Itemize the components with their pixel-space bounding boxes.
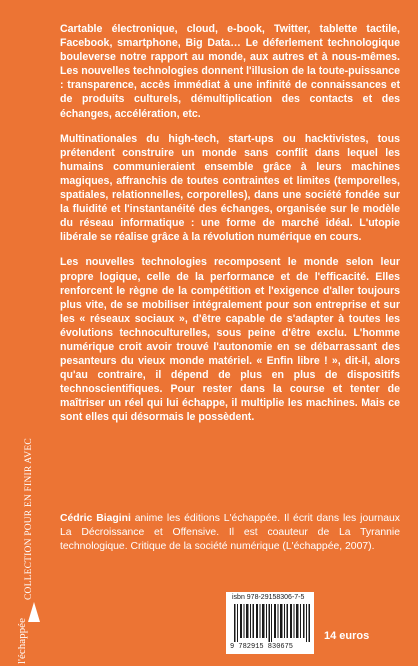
price: 14 euros — [324, 630, 370, 642]
author-bio-text: anime les éditions L'échappée. Il écrit dans les journaux La Décroissance et Offensive. Il est coauteur de La Tyrannie technologique. Critique de la société numérique (L'échappée, 2007). — [60, 513, 400, 552]
author-bio — [60, 512, 400, 554]
author-name: Cédric Biagini — [60, 513, 131, 524]
paragraph-1: Cartable électronique, cloud, e-book, Twitter, tablette tactile, Facebook, smartphone, Big Data… Le déferlement technologique bouleverse notre rapport au monde, aux autres et à nous-mêmes. Les nouvelles technologies donnent l'illusion de la toute-puissance : transparence, accès immédiat à une infinité de connaissances et de produits culturels, démultiplication des contacts et des échanges, accélération, etc. — [60, 23, 400, 120]
publisher-logo — [10, 602, 50, 662]
isbn-label: isbn 978-29158306-7-5 — [232, 594, 305, 601]
paragraph-3: Les nouvelles technologies recomposent le monde selon leur propre logique, celle de la performance et de l'efficacité. Elles renforcent le règne de la compétition et l'exigence d'aller toujours plus vite, de se mobiliser intégralement pour son entreprise et sur les « réseaux sociaux », d'être capable de s'adapter à toutes les évolutions technoculturelles, sous peine d'être exclu. L'homme numérique croit avoir trouvé l'autonomie en se débarrassant des pesanteurs du vieux monde matériel. « Enfin libre ! », dit-il, alors qu'au contraire, il dépend de plus en plus de dispositifs technoscientifiques. Pour rester dans la course et tenter de maîtriser un réel qui lui échappe, il multiplie les machines. Mais ce sont elles qui désormais le possèdent. — [60, 256, 400, 424]
publisher-logo-icon — [28, 602, 40, 622]
collection-spine — [22, 300, 36, 600]
barcode-icon — [234, 604, 310, 642]
collection-label: COLLECTION POUR EN FINIR AVEC — [24, 438, 34, 600]
barcode-number: 9 782915 830675 — [230, 643, 294, 651]
publisher-name: l'échappée — [16, 618, 28, 664]
paragraph-2: Multinationales du high-tech, start-ups ou hacktivistes, tous prétendent construire un monde sans conflit dans lequel les humains communieraient ensemble grâce à leurs machines magiques, affranchis de toutes contraintes et limites (temporelles, spatiales, relationnelles, corporelles), dans une société fondée sur la fluidité et l'instantanéité des échanges, organisée sur le modèle du réseau informatique : une forme de marché idéal. L'utopie libérale se réalise grâce à la révolution numérique en cours. — [60, 132, 400, 244]
back-cover-text — [60, 22, 400, 436]
